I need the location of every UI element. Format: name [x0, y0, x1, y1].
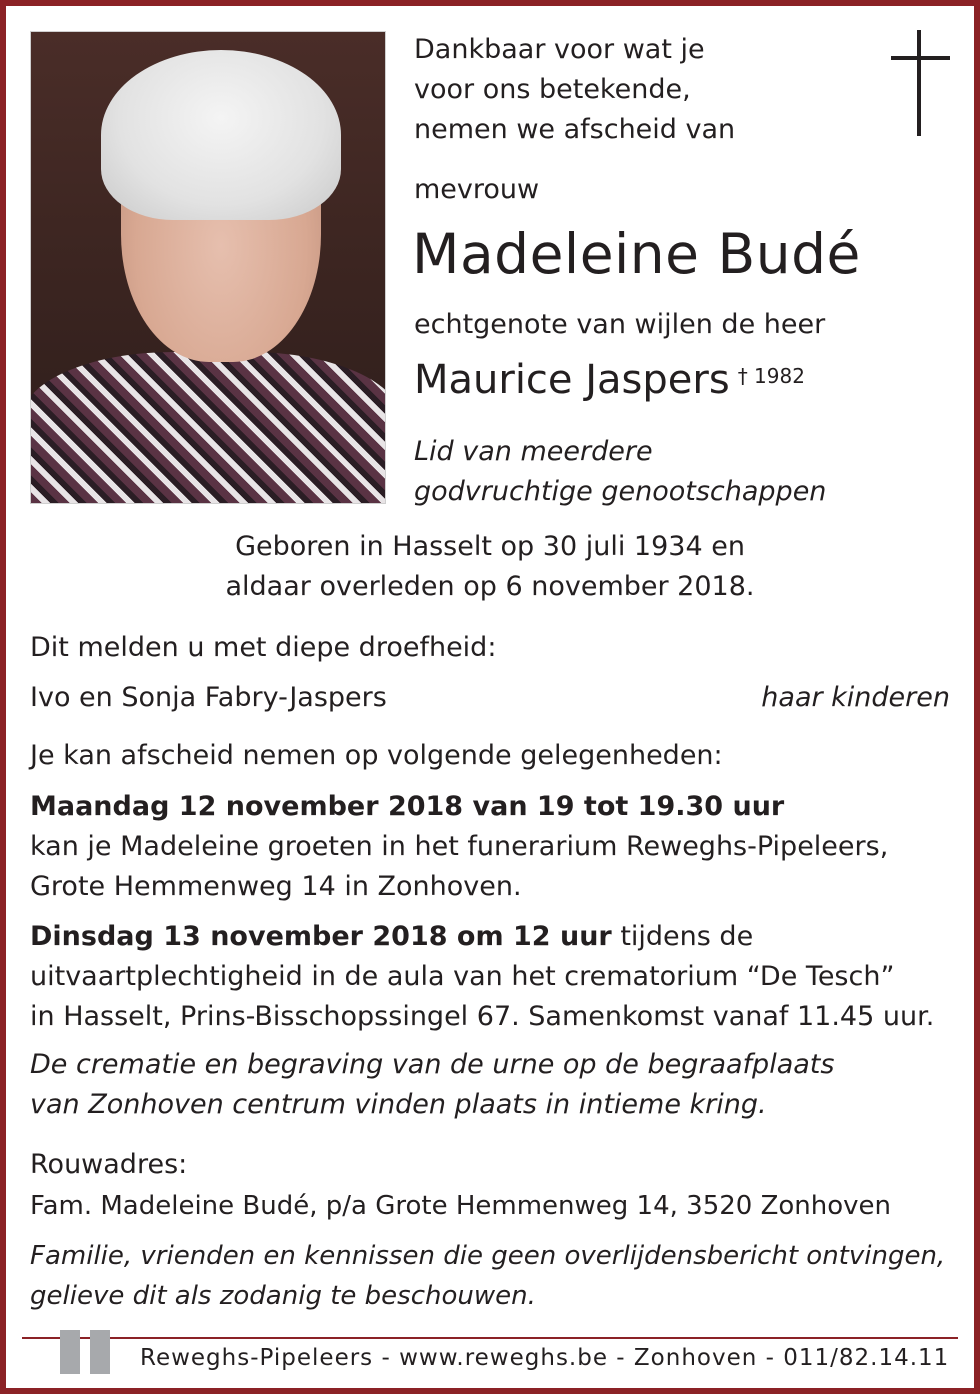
cremation-note-1: De crematie en begraving van de urne op de begraafplaats — [30, 1049, 835, 1080]
portrait-hair — [101, 50, 341, 220]
title-word: mevrouw — [414, 174, 540, 205]
cremation-note-2: van Zonhoven centrum vinden plaats in intieme kring. — [30, 1089, 767, 1120]
ceremony-heading-line — [30, 917, 753, 957]
mourning-address: Fam. Madeleine Budé, p/a Grote Hemmenweg 14, 3520 Zonhoven — [30, 1191, 892, 1221]
visit-heading: Maandag 12 november 2018 van 19 tot 19.30 uur — [30, 791, 785, 822]
ceremony-line-2: in Hasselt, Prins-Bisschopssingel 67. Samenkomst vanaf 11.45 uur. — [30, 1001, 935, 1032]
children-names: Ivo en Sonja Fabry-Jaspers — [30, 682, 387, 713]
cross-icon-bar — [891, 56, 950, 60]
birth-line: Geboren in Hasselt op 30 juli 1934 en — [235, 531, 745, 562]
portrait-photo — [30, 31, 386, 504]
spouse-line — [414, 356, 805, 404]
cross-icon — [917, 30, 921, 136]
children-relation: haar kinderen — [761, 682, 950, 713]
death-line: aldaar overleden op 6 november 2018. — [225, 571, 755, 602]
farewell-intro: Je kan afscheid nemen op volgende gelegenheden: — [30, 740, 723, 771]
intro-line-2: voor ons betekende, — [414, 74, 691, 105]
ceremony-line-1: uitvaartplechtigheid in de aula van het crematorium “De Tesch” — [30, 961, 895, 992]
spouse-intro: echtgenote van wijlen de heer — [414, 309, 826, 340]
membership-line-1: Lid van meerdere — [414, 436, 653, 467]
visit-line-1: kan je Madeleine groeten in het funerarium Reweghs-Pipeleers, — [30, 831, 889, 862]
footer-divider — [22, 1337, 958, 1339]
membership-line-2: godvruchtige genootschappen — [414, 476, 827, 507]
intro-line-1: Dankbaar voor wat je — [414, 34, 705, 65]
funeral-home-logo-icon-right — [90, 1330, 110, 1374]
closing-note-2: gelieve dit als zodanig te beschouwen. — [30, 1281, 536, 1311]
ceremony-heading-rest: tijdens de — [611, 921, 754, 952]
portrait-blouse — [30, 352, 386, 504]
closing-note-1: Familie, vrienden en kennissen die geen overlijdensbericht ontvingen, — [30, 1241, 946, 1271]
visit-line-2: Grote Hemmenweg 14 in Zonhoven. — [30, 871, 522, 902]
spouse-death-year: † 1982 — [737, 364, 805, 388]
footer-contact: Reweghs-Pipeleers - www.reweghs.be - Zonhoven - 011/82.14.11 — [140, 1345, 950, 1371]
funeral-home-logo-icon — [60, 1330, 80, 1374]
mourning-address-label: Rouwadres: — [30, 1149, 188, 1180]
announcement: Dit melden u met diepe droefheid: — [30, 632, 497, 663]
deceased-name: Madeleine Budé — [412, 222, 861, 286]
ceremony-heading: Dinsdag 13 november 2018 om 12 uur — [30, 921, 612, 952]
intro-line-3: nemen we afscheid van — [414, 114, 736, 145]
spouse-name: Maurice Jaspers — [414, 357, 730, 403]
